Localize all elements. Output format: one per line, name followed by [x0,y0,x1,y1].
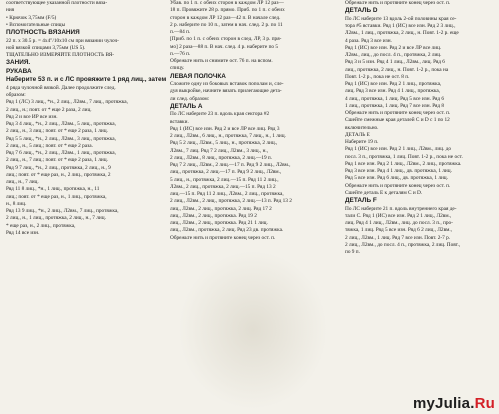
text-line: ной вязкой спицами 3,75мм (US 5). [6,44,86,51]
column-left [6,0,167,237]
section-heading: ПЛОТНОСТЬ ВЯЗАНИЯ [6,29,80,36]
text-line: Ряд 3 все изн. Ряд 4 1 лиц., дв. протяжка, 1 лиц. [345,168,452,174]
site-watermark [413,395,495,412]
text-line: [Приб. по 1 п. с обеих сторон в след. ЛР, 3 р. пря- [170,36,282,43]
text-line: Ряд 2 и все ИР все изн. [6,113,58,120]
text-line: лиц.; повт. от * еще раз, н., 2 лиц., протяжка, 2 [6,171,111,178]
text-line: 4 ряда чулочной вязкой. Далее продолжите след. [6,84,116,91]
text-line: Сшейте смежные края деталей С и D с 1 по 12 [345,117,450,124]
watermark-tld: Ru [474,395,495,412]
faded-background-image [178,250,328,410]
text-line: лиц., Л2вм., 2 лиц., протяжка. Ряд 19 2 [170,212,257,219]
text-line: лиц., Л2вм., протяжка, 2 лиц. Ряд 23 дв. протяжка. [170,227,284,234]
text-line: Наберите 19 п. [345,139,379,145]
text-line: тали С. Ряд 1 (ИС) все изн. Ряд 2 1 лиц., Л2вм., [345,212,452,219]
text-line: лиц. Ряд 3 все изн. Ряд 4 1 лиц., протяжка, [345,88,441,95]
section-heading: ЛЕВАЯ ПОЛОЧКА [170,72,226,80]
list-item: • Крючок 3,75мм (F/5) [6,15,164,22]
text-line: ТЩАТЕЛЬНО ИЗМЕРЯЙТЕ ПЛОТНОСТЬ ВЯ- [6,52,115,58]
text-line: Обрежьте нить и снимите ост. 76 п. на вспом. [170,58,273,64]
text-line: лиц. Ряд 4 1 лиц., Л2вм., лиц. до посл. 3 п., про- [345,220,453,226]
text-line: дуя выкройке, начните вязать прилегающие дета- [170,88,282,95]
text-line: Повт. 1-2 р., пока не ост. 8 п. [345,73,410,80]
text-line: Ряд 1 (ЛС) 3 лиц., *н., 2 лиц., Л2вм., 7 лиц., протяжка, [6,99,128,106]
text-line: лиц., Л2вм., 2 лиц., протяжка. Ряд 21 1 лиц. [170,220,268,226]
text-line: Ряд 1 (ИС) все изн. Ряд 2 и все ЛР все лиц. Ряд 3 [170,125,280,132]
text-line: 2 лиц., н., 3 лиц.; повт. от * еще 2 раза, 1 лиц. [6,128,108,135]
text-line: 2 лиц., н., 1 лиц., протяжка, 2 лиц., н., 7 лиц. [6,215,106,222]
text-line: Ряд 7 6 лиц., *н., 2 лиц., Л2вм., 1 лиц., протяжка, [6,150,116,156]
text-line: 2 лиц., Л2вм., до посл. 4 п., протяжка, 2 лиц. Повт., [345,241,461,248]
text-line: Ряд 3 4 лиц., *н., 2 лиц., Л2вм., 5 лиц., протяжка, [6,121,116,127]
text-line: ли след. образом: [170,95,210,102]
text-line: * еще раз, н., 2 лиц., протяжка, [6,222,76,229]
text-line: мо] 2 раза—88 п. В нач. след. 4 р. наберите по 5 [170,43,279,50]
text-line: лиц.—15 п. Ряд 11 2 лиц., Л2вм., 2 лиц., протяжка, [170,191,284,197]
text-line: Ряд 5 5 лиц., *н., 2 лиц., Л2вм., 3 лиц., протяжка, [6,135,116,142]
text-line: Ряд 1 (ИС) все изн. Ряд 2 1 лиц., протяжка, [345,81,442,87]
text-line: Л2вм., лиц., до посл. 4 п., протяжка, 2 лиц. [345,52,442,58]
text-line: тяжка, 1 лиц. Ряд 5 все изн. Ряд 6 2 лиц., Л2вм., [345,227,452,234]
text-line: Обрежьте нить и протяните конец через ост. п. [170,234,276,241]
text-line: 4 раза. Ряд 3 все изн. [345,37,392,44]
text-line: Ряд 7 2 лиц., Л2вм., 2 лиц.—17 п. Ряд 9 2 лиц., Л2вм., [170,162,291,168]
text-line: Л2вм., 2 лиц., протяжка, 2 лиц.—15 п. Ряд 13 2 [170,183,276,190]
text-line: посл. 3 п., протяжка, 1 лиц. Повт. 1-2 р., пока не ост. [345,153,463,160]
section-heading: Наберите 53 п. и с ЛС провяжите 1 ряд лиц., затем [6,76,167,84]
list-item: • Вспомогательные спицы [6,22,164,29]
text-line: Ряд 9 7 лиц., *н., 2 лиц., протяжка, 2 лиц., н., 9 [6,164,111,171]
text-line: 4 лиц., протяжка, 1 лиц. Ряд 5 все изн. Ряд 6 [345,95,445,102]
text-line: п.—76 п. [170,50,191,57]
text-line: Л2вм., 7 лиц. Ряд 7 2 лиц., Л2вм., 3 лиц., н., [170,147,269,154]
section-heading: РУКАВА [6,67,32,75]
watermark-main: myJulia. [412,395,475,412]
text-line: соответствующее указанной плотности вяза- [6,0,108,6]
text-line: 2 лиц., Л2вм., 2 лиц., протяжка, 2 лиц.—13 п. Ряд 13 2 [170,198,292,205]
text-line: Ряд 1 (ИС) все изн. Ряд 2 1 лиц., Л2вм., лиц. до [345,146,452,153]
text-line: 2 лиц., н., 5 лиц.; повт. от * еще 2 раза. [6,142,93,149]
text-line: включительно. [345,124,379,131]
text-line: По ЛС наберите 23 п. вдоль края сектора #2 [170,111,270,118]
text-line: н., 8 лиц. [6,200,27,207]
text-line: сторон в каждом ЛР 12 раз—42 п. В начале след. [170,14,281,21]
section-heading: ДЕТАЛЬ F [345,197,377,204]
section-heading: ДЕТАЛЬ D [345,7,378,15]
text-line: лиц., протяжка, 2 лиц., н. Повт. 1-2 р., пока на [345,66,449,73]
text-line: По ЛС наберите 21 п. вдоль внутреннего края де- [345,205,457,212]
text-line: образом: [6,92,26,98]
text-line: ния [6,7,15,14]
column-right [345,0,495,256]
text-line: Ряд 11 8 лиц., *н., 1 лиц., протяжка, н., 11 [6,186,100,193]
text-line: спицу. [170,65,185,72]
text-line: по 9 п. [345,249,360,255]
text-line: 2 р. наберите по 10 п., затем в нач. след. 2 р. по 11 [170,21,283,28]
text-line: 2 лиц., Л2вм., 1 лиц. Ряд 7 все изн. Повт. 2-7 р. [345,234,451,241]
text-line: лиц., н., 7 лиц. [6,179,39,185]
section-heading: ДЕТАЛЬ А [170,102,203,110]
text-line: 2 лиц., н.; повт. от * еще 2 раза, 2 лиц. [6,106,92,113]
text-line: лиц., Л2вм., 2 лиц., протяжка, 2 лиц. Ряд 17 2 [170,205,272,212]
text-line: Л2вм., 1 лиц., протяжка, 2 лиц., н. Повт. 1-2 р. еще [345,30,459,37]
text-line: Ряд 1 (ИС) все изн. Ряд 2 и все ЛР все лиц. [345,44,442,51]
column-middle [170,0,338,242]
text-line: Сшейте деталь Е к деталям С и D. [345,189,423,196]
text-line: По ЛС наберите 13 вдоль 2-ой половины края се- [345,15,457,22]
text-line: 2 лиц., н., 7 лиц.; повт. от * еще 2 раза, 1 лиц. [6,157,108,164]
text-line: Убав. по 1 п. с обеих сторон в каждом ЛР 12 раз— [170,0,284,6]
text-line: 18 п. Провяжите 28 р. прямо. Приб. по 1 п. с обеих [170,7,285,14]
text-line: ДЕТАЛЬ Е [345,131,370,138]
text-line: Ряд 13 9 лиц., *н., 2 лиц., Л2вм., 7 лиц., протяжка, [6,208,119,214]
text-line: Обрежьте нить и протяните конец через ост. п. [345,110,451,116]
text-line: Ряд 1 все изн. Ряд 2 1 лиц., Л2вм., 2 лиц., протяжка. [345,160,462,167]
section-heading: ЗАНИЯ. [6,59,31,67]
text-line: 5 лиц., н., протяжка, 2 лиц.—15 п. Ряд 11 2 лиц., [170,176,279,183]
text-line: 2 лиц., Л2вм., 8 лиц., протяжка, 2 лиц.—19 п. [170,154,273,161]
text-line: тора #5 вставки. Ряд 1 (ИС) все изн. Ряд 2 3 лиц., [345,23,456,29]
text-line: Сложите одну из боковых вставок пополам и, сле- [170,81,284,87]
text-line: Ряд 5 2 лиц., Л2вм., 5 лиц., н., протяжка, 2 лиц., [170,140,278,147]
text-line: лиц., протяжка, 2 лиц.—17 п. Ряд 9 2 лиц., Л2вм., [170,169,282,176]
text-line: 1 лиц., протяжка, 1 лиц. Ряд 7 все изн. Ряд 8 [345,102,445,109]
text-line: вставки. [170,118,189,125]
text-line: 2 лиц., Л2вм., 6 лиц., н., протяжка, 7 лиц., н., 1 лиц. [170,133,286,139]
text-line: лиц.; повт. от * еще раз, н., 1 лиц., протяжка, [6,193,107,200]
text-line: Обрежьте нить и протяните конец через ост. п. [345,0,451,6]
text-line: Обрежьте нить и протяните конец через ост. п. [345,182,451,189]
text-line: п.—84 п. [170,29,191,35]
text-line: 22 п. х 30.5 р. = 4х4"/10х10 см при вязании чулоч- [6,37,119,44]
text-line: Ряд 14 все изн. [6,229,40,236]
text-line: Ряд 5 все изн. Ряд 6 лиц., дв. протяжка, 1 лиц. [345,175,448,182]
text-line: Ряд 3 и 5 изн. Ряд 4 1 лиц., Л2вм., лиц. Ряд 6 [345,59,445,66]
